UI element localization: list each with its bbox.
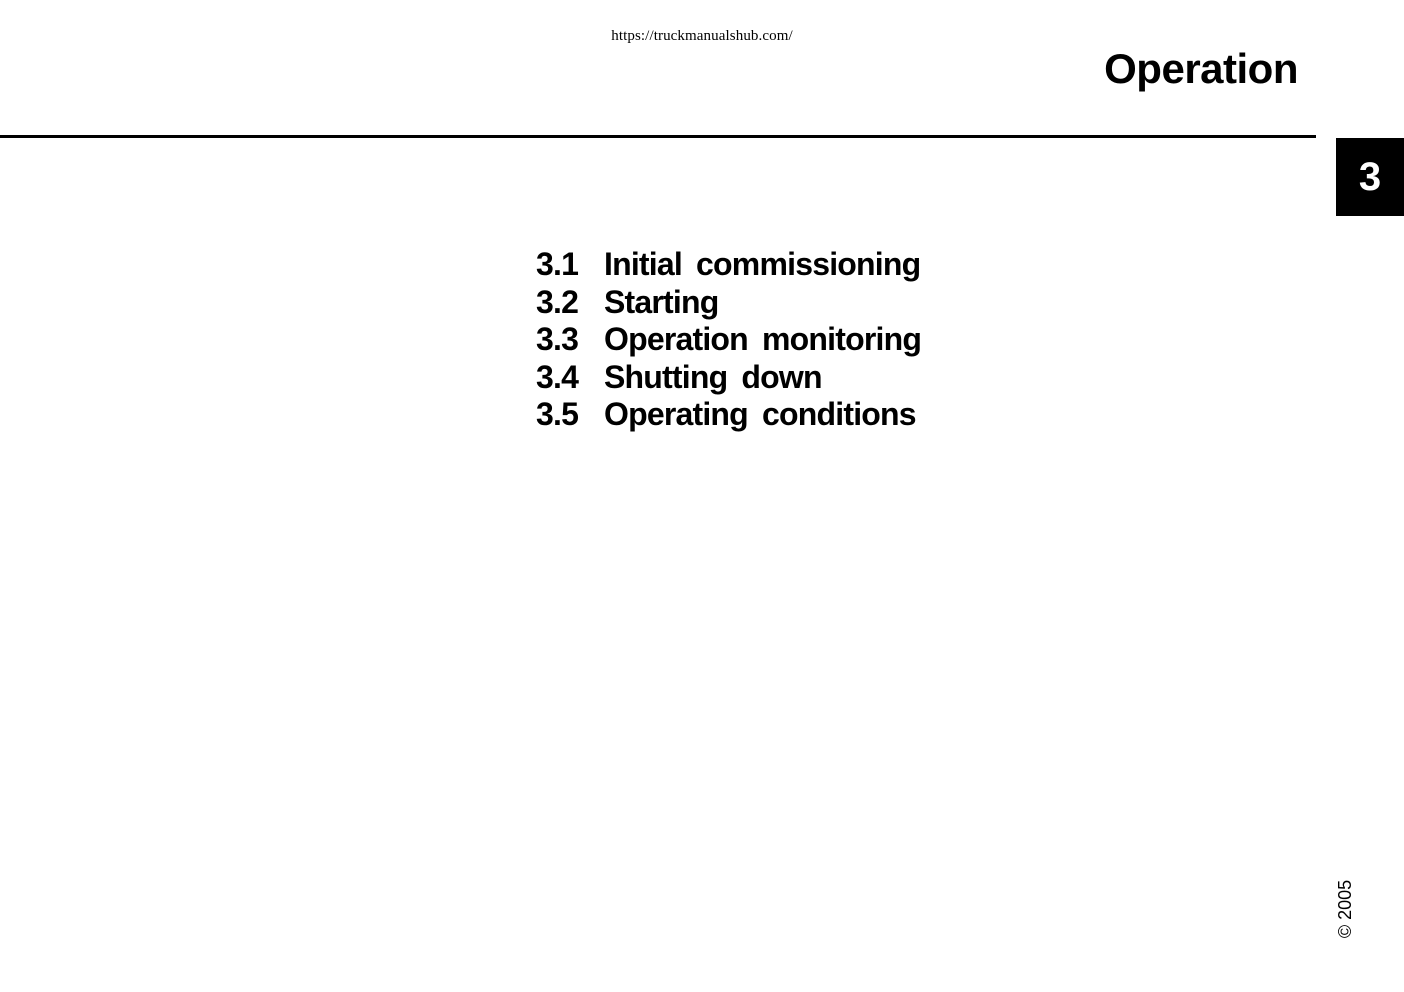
toc-item-title: Starting <box>604 283 719 320</box>
toc-item-operating-conditions <box>536 396 921 434</box>
toc-item-title: Operating conditions <box>604 396 916 432</box>
toc-item-number: 3.5 <box>536 396 579 432</box>
chapter-title: Operation <box>1104 45 1298 92</box>
toc-item-number: 3.3 <box>536 321 579 357</box>
header-divider <box>0 135 1316 138</box>
toc-item-starting <box>536 284 921 322</box>
source-url: https://truckmanualshub.com/ <box>611 28 793 44</box>
toc-item-number: 3.1 <box>536 246 579 282</box>
toc-item-operation-monitoring <box>536 321 921 359</box>
toc-item-number: 3.2 <box>536 283 579 320</box>
toc-item-title: Initial commissioning <box>604 246 921 282</box>
copyright-notice <box>1333 878 1357 940</box>
toc-item-number: 3.4 <box>536 358 579 395</box>
table-of-contents <box>536 246 921 434</box>
toc-item-title: Operation monitoring <box>604 321 922 357</box>
chapter-tab <box>1336 138 1404 216</box>
copyright-text: © 2005 <box>1335 879 1355 939</box>
toc-item-shutting-down <box>536 359 921 397</box>
chapter-tab-number: 3 <box>1358 154 1382 199</box>
toc-item-title: Shutting down <box>604 358 822 395</box>
toc-item-initial-commissioning <box>536 246 921 284</box>
